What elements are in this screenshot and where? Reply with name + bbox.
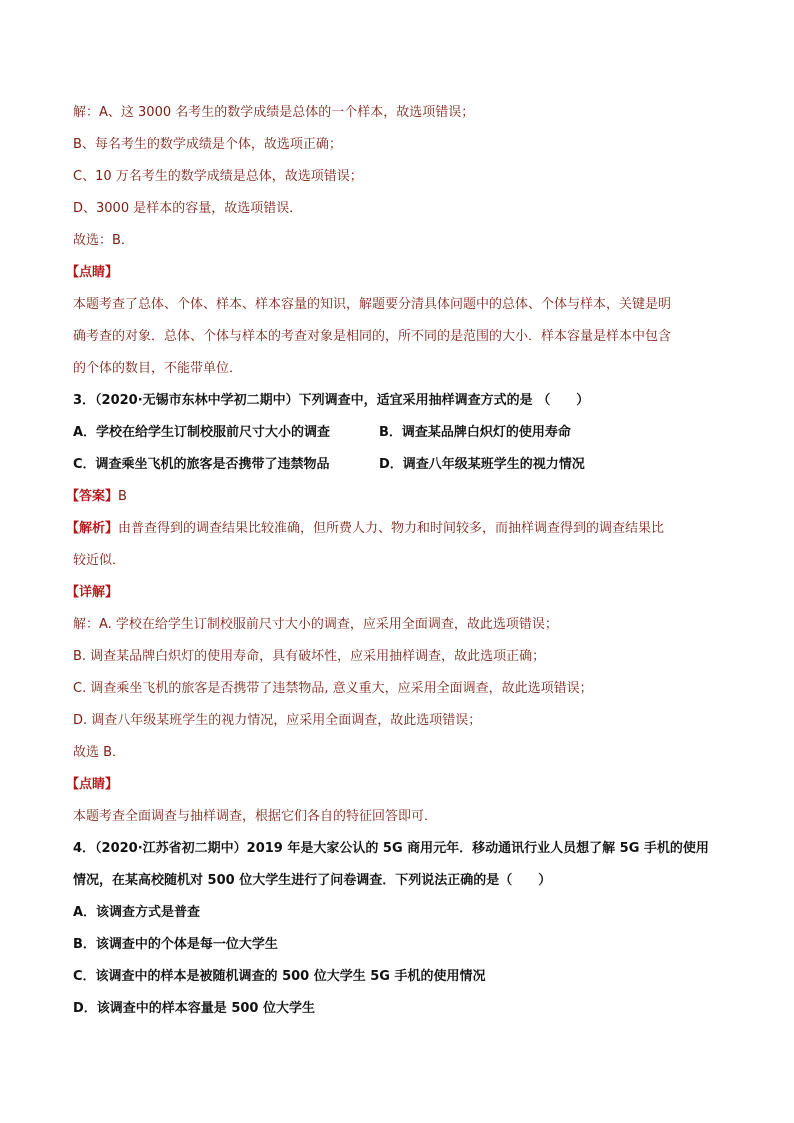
q3-dianjing-tag: 【点睛】 bbox=[66, 777, 119, 792]
q3-option-c: C．调查乘坐飞机的旅客是否携带了违禁物品 bbox=[73, 457, 330, 472]
q3-stem: 3．（2020·无锡市东林中学初二期中）下列调查中，适宜采用抽样调查方式的是 （ ） bbox=[73, 393, 590, 408]
sol2-dianjing-tag: 【点睛】 bbox=[66, 265, 119, 280]
q3-xiangjie-d: D. 调查八年级某班学生的视力情况，应采用全面调查，故此选项错误； bbox=[73, 713, 482, 728]
q3-answer-line bbox=[66, 487, 734, 507]
q3-xiangjie-tag: 【详解】 bbox=[66, 585, 119, 600]
q3-jiexi-line-2: 较近似． bbox=[73, 553, 126, 568]
q3-answer-value: B bbox=[118, 489, 127, 504]
q3-option-b: B．调查某品牌白炽灯的使用寿命 bbox=[379, 425, 571, 440]
q3-xiangjie-answer: 故选 B． bbox=[73, 745, 126, 760]
sol2-line-b: B、每名考生的数学成绩是个体，故选项正确； bbox=[73, 137, 342, 152]
q3-xiangjie-c: C. 调查乘坐飞机的旅客是否携带了违禁物品, 意义重大，应采用全面调查，故此选项错误； bbox=[73, 681, 593, 696]
q3-dianjing-line-1: 本题考查全面调查与抽样调查，根据它们各自的特征回答即可． bbox=[73, 809, 438, 824]
q3-jiexi-line-1 bbox=[66, 519, 734, 539]
q4-option-b: B．该调查中的个体是每一位大学生 bbox=[73, 937, 278, 952]
q3-options-row-2 bbox=[73, 455, 734, 475]
q3-option-a: A．学校在给学生订制校服前尺寸大小的调查 bbox=[73, 425, 331, 440]
q3-jiexi-tag: 【解析】 bbox=[66, 521, 119, 536]
q4-option-d: D．该调查中的样本容量是 500 位大学生 bbox=[73, 1001, 315, 1016]
sol2-answer: 故选：B． bbox=[73, 233, 134, 248]
q3-jiexi-text-1: 由普查得到的调查结果比较准确，但所费人力、物力和时间较多，而抽样调查得到的调查结果比 bbox=[118, 521, 665, 536]
sol2-dianjing-line-1: 本题考查了总体、个体、样本、样本容量的知识，解题要分清具体问题中的总体、个体与样本，关键是明 bbox=[73, 297, 672, 312]
sol2-dianjing-line-3: 的个体的数目，不能带单位． bbox=[73, 361, 243, 376]
sol2-dianjing-line-2: 确考查的对象．总体、个体与样本的考查对象是相同的，所不同的是范围的大小．样本容量是样本中包含 bbox=[73, 329, 672, 344]
q4-option-a: A．该调查方式是普查 bbox=[73, 905, 201, 920]
q3-answer-tag: 【答案】 bbox=[66, 489, 119, 504]
sol2-line-a: 解：A、这 3000 名考生的数学成绩是总体的一个样本，故选项错误； bbox=[73, 105, 475, 120]
q4-option-c: C．该调查中的样本是被随机调查的 500 位大学生 5G 手机的使用情况 bbox=[73, 969, 486, 984]
q3-option-d: D．调查八年级某班学生的视力情况 bbox=[379, 457, 585, 472]
q3-xiangjie-a: 解：A. 学校在给学生订制校服前尺寸大小的调查，应采用全面调查，故此选项错误； bbox=[73, 617, 558, 632]
sol2-line-d: D、3000 是样本的容量，故选项错误． bbox=[73, 201, 303, 216]
q3-xiangjie-b: B. 调查某品牌白炽灯的使用寿命，具有破坏性，应采用抽样调查，故此选项正确； bbox=[73, 649, 546, 664]
q4-stem-line-2: 情况，在某高校随机对 500 位大学生进行了问卷调查．下列说法正确的是（ ） bbox=[73, 873, 552, 888]
q4-stem-line-1: 4．（2020·江苏省初二期中）2019 年是大家公认的 5G 商用元年．移动通讯行业人员想了解 5G 手机的使用 bbox=[73, 841, 709, 856]
sol2-line-c: C、10 万名考生的数学成绩是总体，故选项错误； bbox=[73, 169, 363, 184]
q3-options-row-1 bbox=[73, 423, 734, 443]
